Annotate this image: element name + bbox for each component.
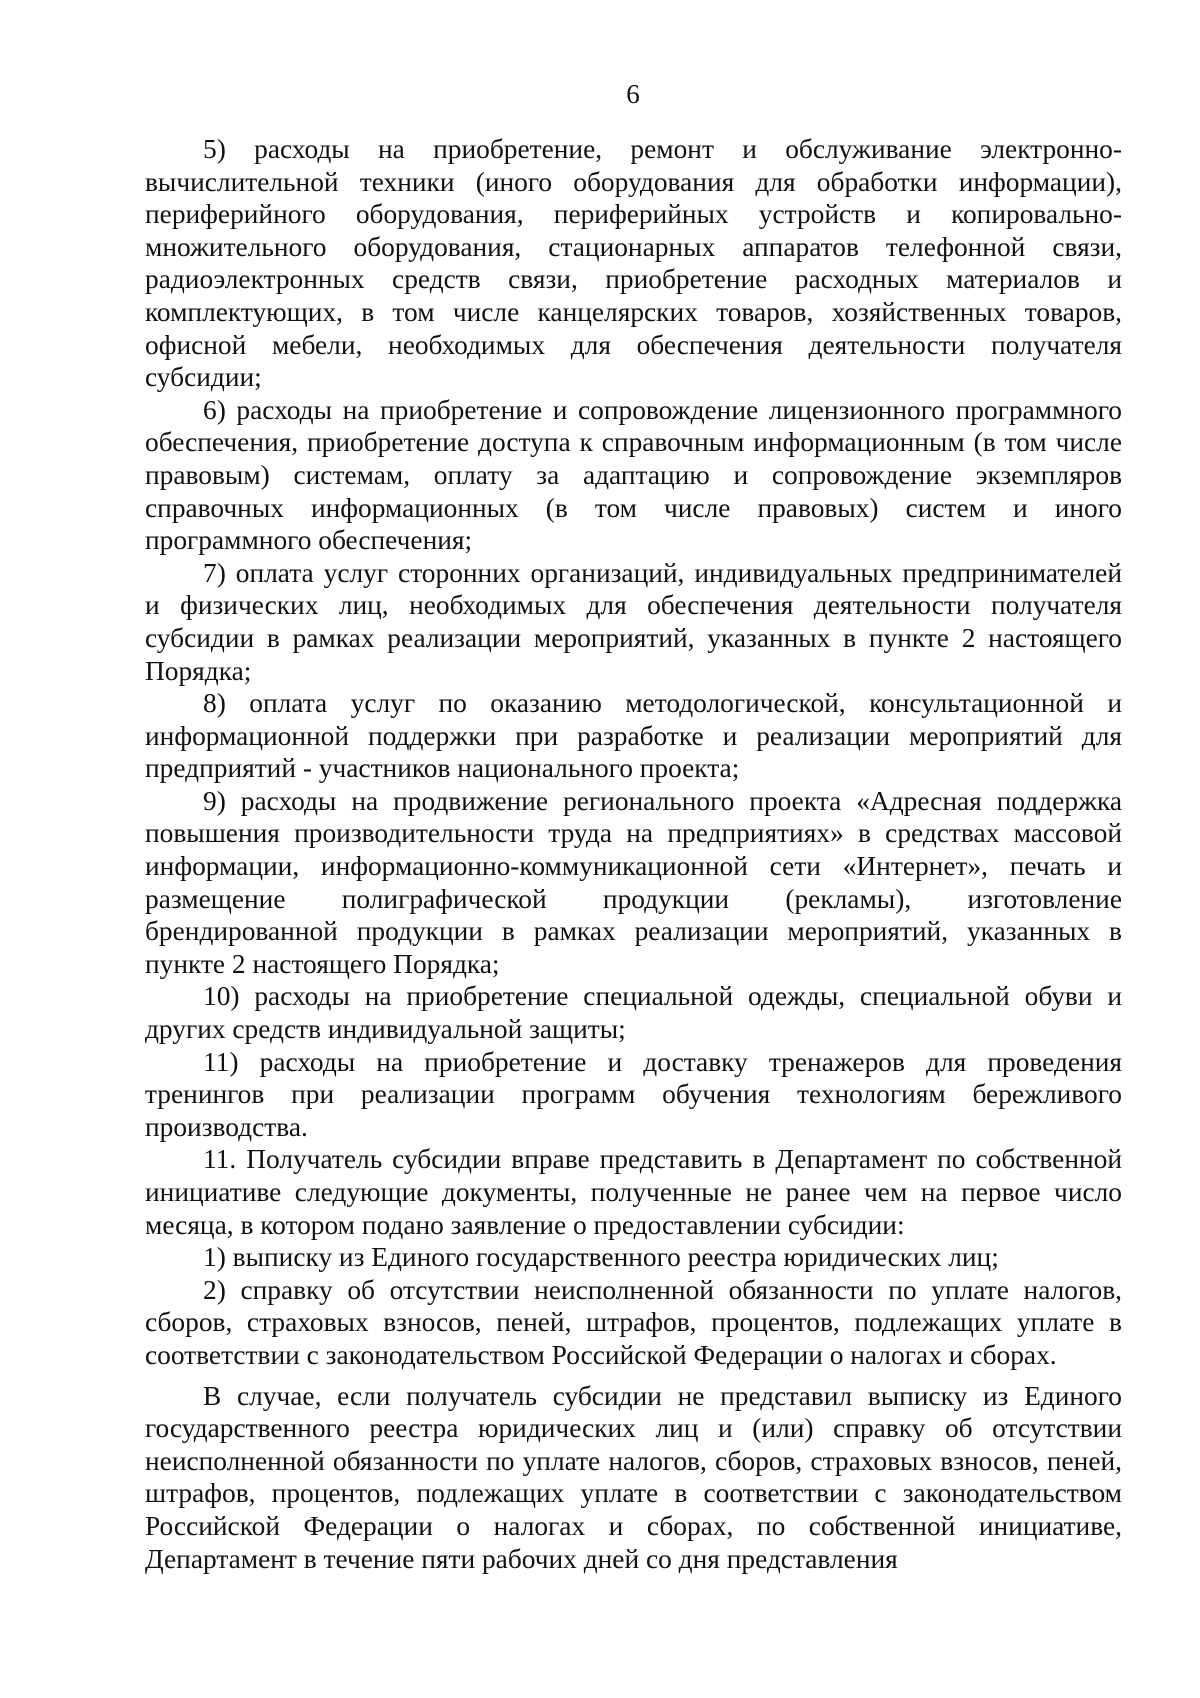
page-number: 6 [626, 79, 640, 109]
paragraph-clause-11-case: В случае, если получатель субсидии не представил выписку из Единого государственного реестра юридических лиц и (или) справку об отсутствии неисполненной обязанности по уплате налогов, сборов, страховых взносов, пеней, штрафов, процентов, подлежащих уплате в соответствии с законодательством Российской Федерации о налогах и сборах, по собственной инициативе, Департамент в течение пяти рабочих дней со дня представления [145, 1380, 1122, 1574]
paragraph-item-5-computer-equipment: 5) расходы на приобретение, ремонт и обслуживание электронно-вычислительной техники (иного оборудования для обработки информации), периферийного оборудования, периферийных устройств и копировально-множительного оборудования, стационарных аппаратов телефонной связи, радиоэлектронных средств связи, приобретение расходных материалов и комплектующих, в том числе канцелярских товаров, хозяйственных товаров, офисной мебели, необходимых для обеспечения деятельности получателя субсидии; [145, 134, 1122, 393]
paragraph-item-9-promotion: 9) расходы на продвижение регионального проекта «Адресная поддержка повышения производительности труда на предприятиях» в средствах массовой информации, информационно-коммуникационной сети «Интернет», печать и размещение полиграфической продукции (рекламы), изготовление брендированной продукции в рамках реализации мероприятий, указанных в пункте 2 настоящего Порядка; [145, 785, 1122, 979]
paragraph-clause-11: 11. Получатель субсидии вправе представить в Департамент по собственной инициативе следующие документы, полученные не ранее чем на первое число месяца, в котором подано заявление о предоставлении субсидии: [145, 1144, 1122, 1240]
document-body [145, 133, 1122, 1575]
paragraph-item-8-consulting-support: 8) оплата услуг по оказанию методологической, консультационной и информационной поддержки при разработке и реализации мероприятий для предприятий - участников национального проекта; [145, 688, 1122, 784]
paragraph-item-6-software: 6) расходы на приобретение и сопровождение лицензионного программного обеспечения, приобретение доступа к справочным информационным (в том числе правовым) системам, оплату за адаптацию и сопровождение экземпляров справочных информационных (в том числе правовых) систем и иного программного обеспечения; [145, 394, 1122, 556]
paragraph-clause-11-item-2: 2) справку об отсутствии неисполненной обязанности по уплате налогов, сборов, страховых взносов, пеней, штрафов, процентов, подлежащих уплате в соответствии с законодательством Российской Федерации о налогах и сборах. [145, 1274, 1122, 1370]
paragraph-item-7-third-party-services: 7) оплата услуг сторонних организаций, индивидуальных предпринимателей и физических лиц, необходимых для обеспечения деятельности получателя субсидии в рамках реализации мероприятий, указанных в пункте 2 настоящего Порядка; [145, 557, 1122, 686]
paragraph-item-10-protective-clothing: 10) расходы на приобретение специальной одежды, специальной обуви и других средств индивидуальной защиты; [145, 981, 1122, 1045]
paragraph-clause-11-item-1: 1) выписку из Единого государственного реестра юридических лиц; [203, 1242, 999, 1273]
paragraph-item-11-training-simulators: 11) расходы на приобретение и доставку тренажеров для проведения тренингов при реализации программ обучения технологиям бережливого производства. [145, 1046, 1122, 1142]
